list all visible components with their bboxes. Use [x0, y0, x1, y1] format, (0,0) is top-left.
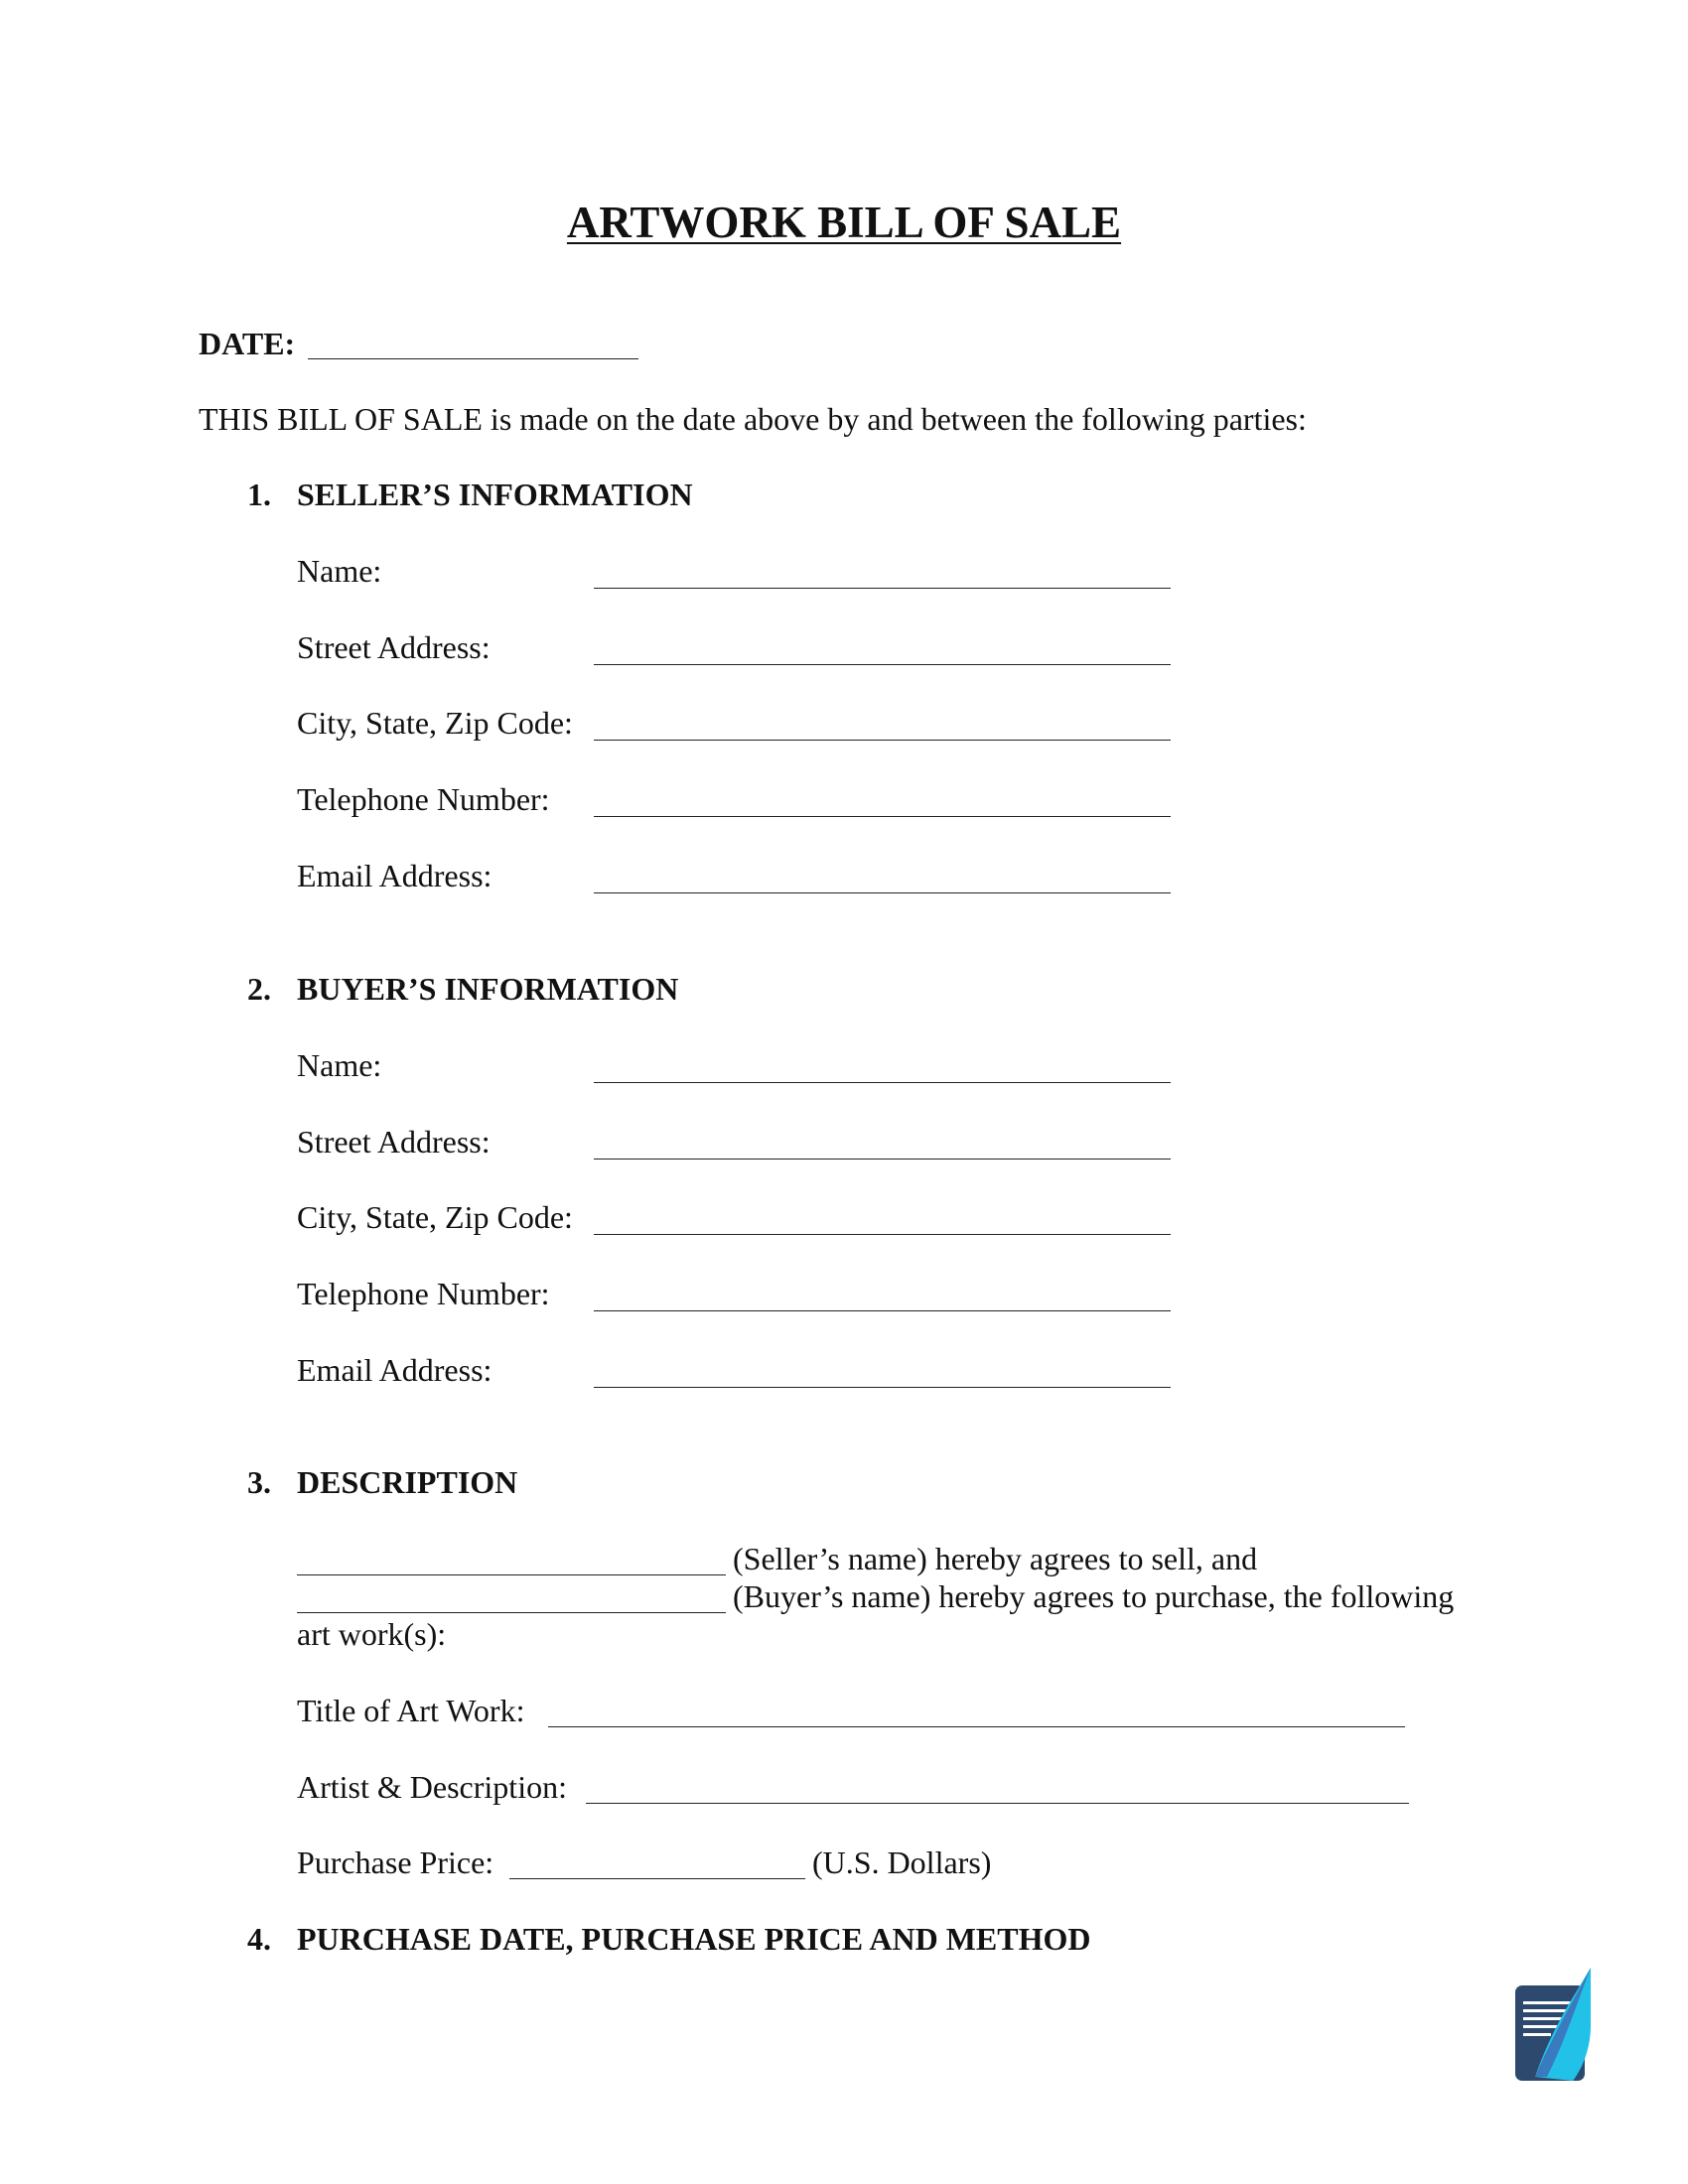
seller-phone-label: Telephone Number:: [297, 781, 550, 817]
buyer-name-field[interactable]: [594, 1082, 1171, 1083]
artwork-title-label: Title of Art Work:: [297, 1693, 525, 1728]
buyer-name-label: Name:: [297, 1047, 382, 1083]
buyer-email-field[interactable]: [594, 1387, 1171, 1388]
purchase-price-field[interactable]: [509, 1878, 805, 1879]
seller-phone-field[interactable]: [594, 816, 1171, 817]
buyer-section-number: 2.: [247, 971, 271, 1007]
artist-description-label: Artist & Description:: [297, 1769, 567, 1805]
seller-email-field[interactable]: [594, 892, 1171, 893]
seller-name-blank[interactable]: [297, 1574, 726, 1575]
purchase-section-heading: PURCHASE DATE, PURCHASE PRICE AND METHOD: [297, 1921, 1091, 1957]
purchase-price-label: Purchase Price:: [297, 1844, 494, 1880]
seller-section-heading: SELLER’S INFORMATION: [297, 477, 693, 512]
artwork-title-field[interactable]: [548, 1726, 1405, 1727]
artwork-line-text: art work(s):: [297, 1616, 447, 1652]
seller-clause-text: (Seller’s name) hereby agrees to sell, and: [733, 1541, 1258, 1576]
seller-name-field[interactable]: [594, 588, 1171, 589]
intro-text: THIS BILL OF SALE is made on the date above by and between the following parties:: [199, 401, 1307, 437]
buyer-email-label: Email Address:: [297, 1352, 492, 1388]
seller-street-label: Street Address:: [297, 629, 491, 665]
buyer-street-field[interactable]: [594, 1159, 1171, 1160]
description-section-heading: DESCRIPTION: [297, 1464, 518, 1500]
buyer-clause-text: (Buyer’s name) hereby agrees to purchase, the following: [733, 1578, 1455, 1614]
document-title: ARTWORK BILL OF SALE: [566, 198, 1122, 247]
currency-note: (U.S. Dollars): [812, 1844, 992, 1880]
seller-city-field[interactable]: [594, 740, 1171, 741]
buyer-section-heading: BUYER’S INFORMATION: [297, 971, 679, 1007]
purchase-section-number: 4.: [247, 1921, 271, 1957]
seller-name-label: Name:: [297, 553, 382, 589]
buyer-phone-label: Telephone Number:: [297, 1276, 550, 1311]
buyer-city-field[interactable]: [594, 1234, 1171, 1235]
buyer-name-blank[interactable]: [297, 1612, 726, 1613]
date-field[interactable]: [308, 358, 638, 359]
buyer-phone-field[interactable]: [594, 1310, 1171, 1311]
buyer-city-label: City, State, Zip Code:: [297, 1199, 573, 1235]
document-feather-logo-icon: [1513, 1966, 1593, 2083]
seller-email-label: Email Address:: [297, 858, 492, 893]
date-label: DATE:: [199, 326, 296, 361]
seller-city-label: City, State, Zip Code:: [297, 705, 573, 741]
seller-section-number: 1.: [247, 477, 271, 512]
seller-street-field[interactable]: [594, 664, 1171, 665]
artist-description-field[interactable]: [586, 1803, 1409, 1804]
description-section-number: 3.: [247, 1464, 271, 1500]
buyer-street-label: Street Address:: [297, 1124, 491, 1160]
